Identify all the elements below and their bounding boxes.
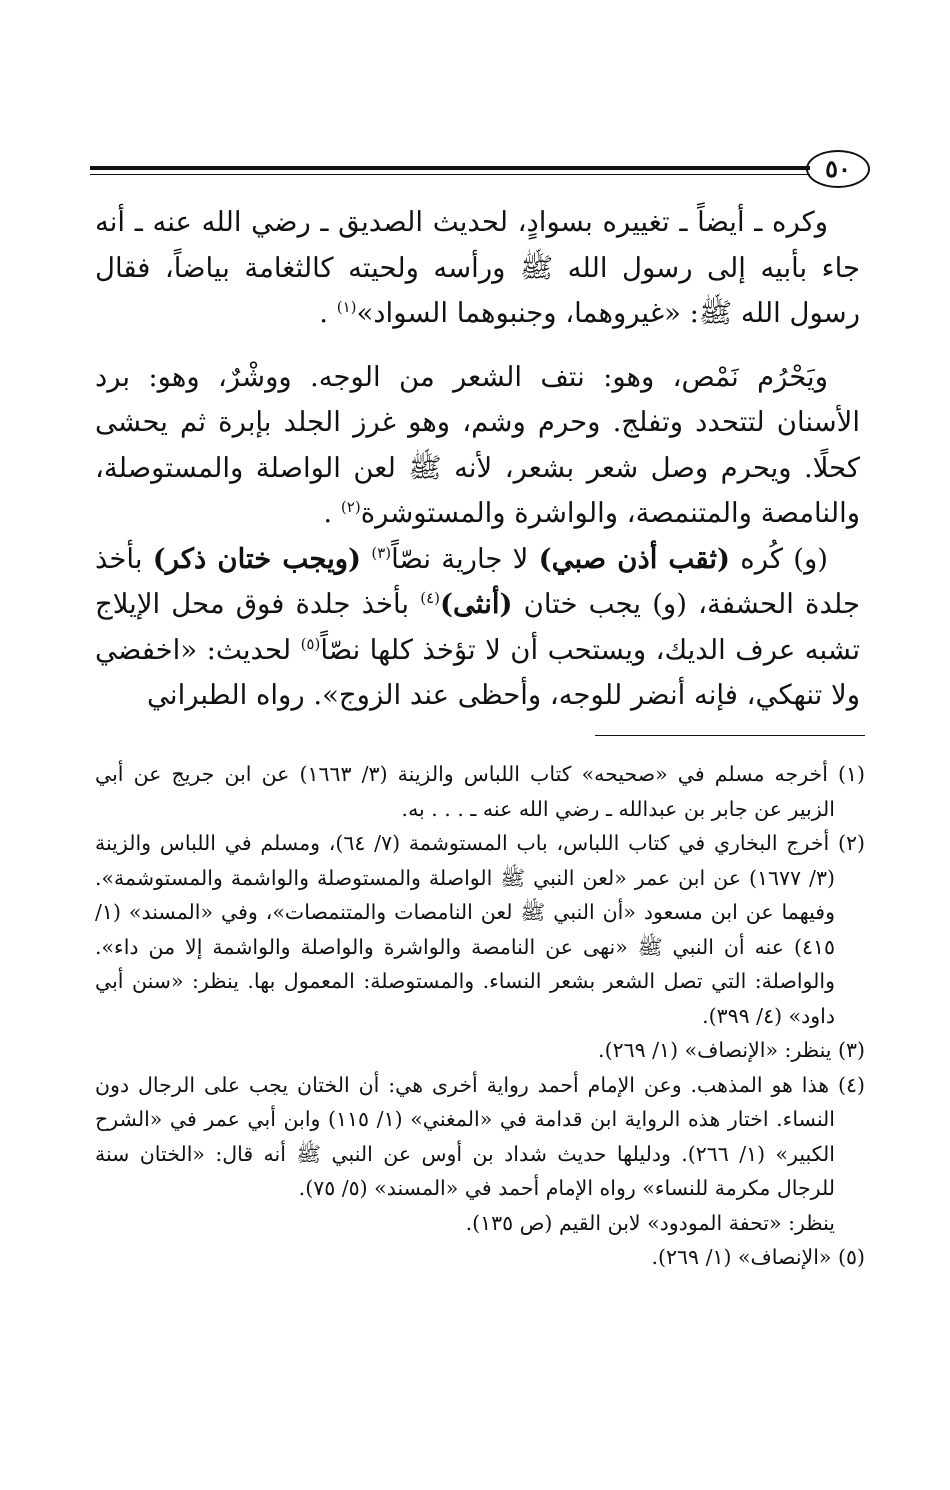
footnote-4-continuation: ينظر: «تحفة المودود» لابن القيم (ص ١٣٥). bbox=[465, 1210, 835, 1235]
matn-ear-piercing: (ثقب أذن صبي) bbox=[538, 542, 731, 575]
footnote-ref-3: (٣) bbox=[371, 543, 392, 562]
footnote-separator bbox=[595, 735, 865, 736]
paragraph-3-part-a: (و) كُره bbox=[730, 542, 828, 575]
paragraph-3-part-d bbox=[361, 543, 371, 575]
paragraph-3-part-i: لحديث: «اخفضي ولا تنهكي، فإنه أنضر للوجه، وأحظى عند الزوج». رواه الطبراني bbox=[95, 633, 860, 711]
paragraph-1-end: . bbox=[319, 297, 337, 329]
footnote-ref-1: (١) bbox=[336, 297, 357, 316]
paragraph-1-text: وكره ـ أيضاً ـ تغييره بسوادٍ، لحديث الصديق ـ رضي الله عنه ـ أنه جاء بأبيه إلى رسول الله ﷺ ورأسه ولحيته كالثغامة بياضاً، فقال رسول الله ﷺ: «غيروهما، وجنبوهما السواد» bbox=[95, 206, 860, 329]
footnotes bbox=[95, 757, 865, 1275]
matn-female: (أنثى) bbox=[439, 588, 513, 620]
footnote-ref-2: (٢) bbox=[340, 497, 361, 516]
footnote-2: (٢) أخرج البخاري في كتاب اللباس، باب المستوشمة (٧/ ٦٤)، ومسلم في اللباس والزينة (٣/ ١٦٧٧) عن ابن عمر «لعن النبي ﷺ الواصلة والمستوصلة والواشمة والمستوشمة». وفيهما عن ابن مسعود «أن النبي ﷺ لعن النامصات والمتنمصات»، وفي «المسند» (١/ ٤١٥) عنه أن النبي ﷺ «نهى عن النامصة والواشرة والواصلة والواشمة إلا من داء». والواصلة: التي تصل الشعر بشعر النساء. والمستوصلة: المعمول بها. ينظر: «سنن أبي داود» (٤/ ٣٩٩). bbox=[95, 831, 865, 1028]
page-header bbox=[90, 150, 870, 194]
main-text bbox=[95, 200, 860, 719]
paragraph-1 bbox=[95, 200, 860, 337]
paragraph-2 bbox=[95, 355, 860, 537]
footnote-3: (٣) ينظر: «الإنصاف» (١/ ٢٦٩). bbox=[598, 1038, 865, 1062]
footnote-4: (٤) هذا هو المذهب. وعن الإمام أحمد رواية أخرى هي: أن الختان يجب على الرجال دون النساء. اختار هذه الرواية ابن قدامة في «المغني» (١/ ١١٥) وابن أبي عمر في «الشرح الكبير» (١/ ٢٦٦). ودليلها حديث شداد بن أوس عن النبي ﷺ أنه قال: «الختان سنة للرجال مكرمة للنساء» رواه الإمام أحمد في «المسند» (٥/ ٧٥). bbox=[95, 1072, 865, 1200]
paragraph-3-part-f: بأخذ جلدة الحشفة، (و) يجب ختان bbox=[95, 542, 860, 620]
paragraph-3-part-c: لا جارية نصّاً bbox=[391, 542, 539, 575]
footnote-1: (١) أخرجه مسلم في «صحيحه» كتاب اللباس والزينة (٣/ ١٦٦٣) عن ابن جريج عن أبي الزبير عن جابر بن عبدالله ـ رضي الله عنه ـ . . . به. bbox=[95, 762, 865, 821]
footnote-ref-4: (٤) bbox=[420, 588, 440, 607]
footnote-ref-5: (٥) bbox=[300, 634, 321, 653]
paragraph-3-part-h: بأخذ جلدة فوق محل الإيلاج تشبه عرف الديك، ويستحب أن لا تؤخذ كلها نصّاً bbox=[95, 588, 860, 666]
paragraph-2-text: ويَحْرُم نَمْص، وهو: نتف الشعر من الوجه. ووشْرٌ، وهو: برد الأسنان لتتحدد وتفلج. وحرم وشم، وهو غرز الجلد بإبرة ثم يحشى كحلًا. ويحرم وصل شعر بشعر، لأنه ﷺ لعن الواصلة والمستوصلة، والنامصة والمتنمصة، والواشرة والمستوشرة bbox=[95, 360, 860, 529]
page-number: ٥٠ bbox=[806, 150, 870, 188]
header-rule-thick bbox=[90, 166, 810, 170]
header-rule-thin bbox=[90, 174, 810, 175]
paragraph-2-end: . bbox=[323, 497, 341, 529]
footnote-5: (٥) «الإنصاف» (١/ ٢٦٩). bbox=[651, 1245, 865, 1269]
matn-male-circumcision: (ويجب ختان ذكر) bbox=[152, 542, 362, 575]
paragraph-3 bbox=[95, 537, 860, 719]
